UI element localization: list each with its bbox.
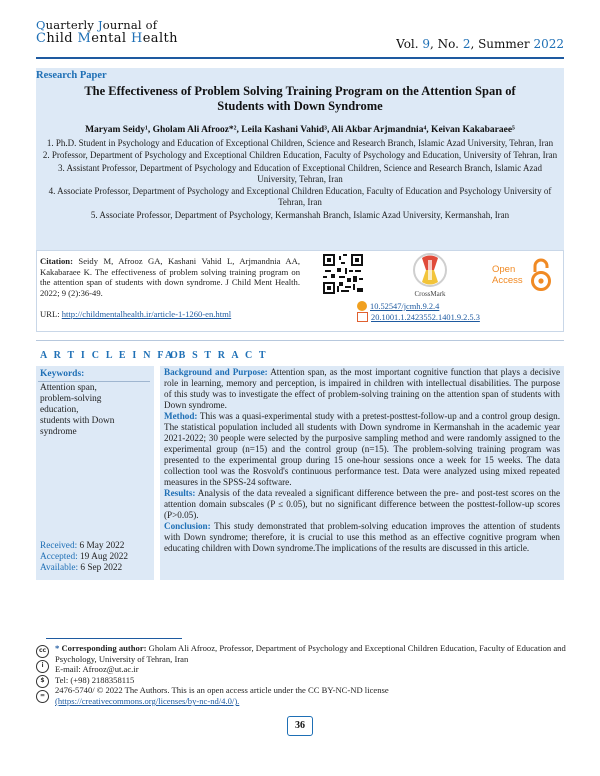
doi-icon (357, 301, 367, 311)
cc-by-icon: i (36, 660, 49, 673)
affiliations (40, 138, 560, 222)
keywords-rule (38, 381, 150, 382)
keyword-item: syndrome (40, 427, 77, 437)
abstract-background (164, 367, 560, 411)
citation-text: Seidy M, Afrooz GA, Kashani Vahid L, Arjmandnia AA, Kakabaraee K. The effectiveness of problem solving training program on the attention span of students with down syndrome. J Child Ment Health. 2022; 9 (2):36-49. (40, 256, 300, 298)
article-dates (40, 541, 128, 574)
cc-nd-icon: = (36, 690, 49, 703)
vol-label: Vol. (396, 37, 423, 51)
license-url-link[interactable]: (https://creativecommons.org/licenses/by-nc-nd/4.0/). (55, 695, 240, 706)
corresponding-author-label: Corresponding author: (59, 643, 147, 653)
journal-text-5: ealth (142, 31, 178, 46)
doi-row-1 (357, 302, 439, 312)
received-date (40, 541, 128, 552)
received-value: 6 May 2022 (77, 541, 125, 551)
url-label: URL: (40, 309, 62, 319)
open-access-label (492, 264, 523, 286)
available-date (40, 563, 128, 574)
results-text: Analysis of the data revealed a significant difference between the pre- and post-test scores on the attention domain subscales (P ≤ 0.05), but no significant difference between the posttest-follow-up scores (P>0.05). (164, 488, 560, 520)
journal-initial-h: H (130, 31, 143, 46)
issue-label: , No. (430, 37, 463, 51)
year: 2022 (533, 37, 564, 51)
open-access-line1: Open (492, 264, 516, 275)
journal-name (36, 18, 178, 46)
paper-title: The Effectiveness of Problem Solving Training Program on the Attention Span of Students with Down Syndrome (84, 84, 516, 113)
article-url-link[interactable]: http://childmentalhealth.ir/article-1-1260-en.html (61, 309, 232, 319)
affiliation-3: 3. Assistant Professor, Department of Psychology and Education of Exceptional Children, Science and Research Branch, Islamic Azad University, Tehran, Iran (57, 162, 542, 184)
url-line (40, 309, 231, 319)
page-number: 36 (287, 716, 313, 736)
cc-license-icons (36, 645, 52, 705)
keyword-item: problem-solving (40, 394, 102, 404)
author-list: Maryam Seidy¹, Gholam Ali Afrooz*², Leila Kashani Vahid³, Ali Akbar Arjmandnia⁴, Keivan Kakabaraee⁵ (85, 125, 515, 135)
paper-type-label: Research Paper (36, 70, 107, 81)
abstract-conclusion (164, 521, 560, 554)
license-text: 2476-5740/ © 2022 The Authors. This is an open access article under the CC BY-NC-ND license (55, 685, 389, 696)
keyword-item: Attention span, (40, 383, 97, 393)
author-email: E-mail: Afrooz@ut.ac.ir (55, 664, 139, 675)
affiliation-2: 2. Professor, Department of Psychology and Exceptional Children Education, Faculty of Psychology and Education, University of Tehran, Iran (42, 150, 558, 161)
conclusion-text: This study demonstrated that problem-solving education improves the attention of students with Down syndrome; therefore, it is crucial to use this method as an effective cognitive program when educating children with Down syndrome.The implications of the results are discussed in this article. (164, 521, 560, 553)
background-label: Background and Purpose: (164, 367, 268, 377)
volume-info (396, 37, 564, 51)
cc-nc-icon: $ (36, 675, 49, 688)
article-info-heading: A R T I C L E I N F O (40, 350, 180, 361)
accepted-value: 19 Aug 2022 (77, 552, 129, 562)
journal-name-line1 (36, 18, 178, 32)
available-label: Available: (40, 563, 79, 573)
abstract-text (164, 367, 560, 554)
header-rule (36, 57, 564, 59)
keywords-list (40, 383, 150, 438)
journal-text-2: ournal of (102, 18, 158, 32)
journal-initial-m: M (77, 31, 92, 46)
journal-name-line2 (36, 31, 178, 46)
footnote (55, 643, 567, 707)
crossmark-icon[interactable] (412, 252, 448, 288)
keyword-item: education, (40, 405, 79, 415)
abstract-method (164, 411, 560, 488)
journal-text-1: uarterly (45, 18, 98, 32)
crossmark-label: CrossMark (414, 290, 446, 298)
journal-initial-j: J (97, 18, 103, 32)
cc-icon: cc (36, 645, 49, 658)
method-text: This was a quasi-experimental study with a pretest-posttest-follow-up and a control group design. The statistical population included all students with Down syndrome in Kermanshah in the academic year 2021-2022; 30 people were selected by the purposive sampling method and were randomly assigned to the experimental group (n=15) and the control group (n=15). The problem-solving training program was presented to the experimental group during 15 one-hour sessions once a week for 15 weeks. The data collection tool was the Rosvold's continuous performance test. Data were analyzed using mixed repeated measures in the SPSS-24 software. (164, 411, 560, 487)
dor-icon (357, 312, 368, 322)
qr-code-icon[interactable] (323, 254, 363, 294)
footnote-rule (46, 638, 182, 639)
season-label: , Summer (470, 37, 534, 51)
doi-link[interactable]: 10.52547/jcmh.9.2.4 (370, 302, 440, 311)
journal-initial-c: C (36, 31, 47, 46)
section-divider (36, 340, 564, 341)
open-access-icon (530, 258, 552, 292)
issue-number: 2 (462, 37, 471, 51)
accepted-date (40, 552, 128, 563)
dor-link[interactable]: 20.1001.1.2423552.1401.9.2.5.3 (371, 313, 480, 322)
open-access-line2: Access (492, 275, 523, 286)
footnote-star: * (55, 643, 60, 653)
received-label: Received: (40, 541, 78, 551)
vol-number: 9 (422, 37, 431, 51)
citation-label: Citation: (40, 256, 73, 266)
author-tel: Tel: (+98) 2188358115 (55, 674, 135, 685)
doi-row-2 (357, 313, 480, 323)
license-url-line (55, 696, 567, 707)
keywords-label: Keywords: (40, 369, 85, 379)
method-label: Method: (164, 411, 198, 421)
results-label: Results: (164, 488, 196, 498)
journal-text-3: hild (46, 31, 78, 46)
affiliation-5: 5. Associate Professor, Department of Psychology, Kermanshah Branch, Islamic Azad University, Kermanshah, Iran (90, 209, 510, 220)
journal-text-4: ental (91, 31, 131, 46)
corresponding-author (55, 643, 567, 664)
journal-initial-q: Q (36, 18, 46, 32)
conclusion-label: Conclusion: (164, 521, 211, 531)
corresponding-author-text: Gholam Ali Afrooz, Professor, Department of Psychology and Exceptional Children Education, Faculty of Education and Psychology, University of Tehran, Iran (55, 643, 566, 664)
abstract-heading: A B S T R A C T (165, 350, 268, 361)
keyword-item: students with Down (40, 416, 115, 426)
citation (40, 256, 300, 298)
abstract-results (164, 488, 560, 521)
affiliation-4: 4. Associate Professor, Department of Psychology and Exceptional Children Education, Faculty of Education and Psychology University of Tehran, Iran (48, 186, 552, 208)
affiliation-1: 1. Ph.D. Student in Psychology and Education of Exceptional Children, Science and Research Branch, Islamic Azad University, Tehran, Iran (46, 138, 554, 148)
accepted-label: Accepted: (40, 552, 78, 562)
available-value: 6 Sep 2022 (78, 563, 123, 573)
background-text: Attention span, as the most important cognitive function that plays a decisive role in learning, memory and perception, is impaired in children with intellectual disabilities. The purpose of this study was to investigate the effect of problem-solving training on the attention span of students with Down syndrome. (164, 367, 560, 410)
